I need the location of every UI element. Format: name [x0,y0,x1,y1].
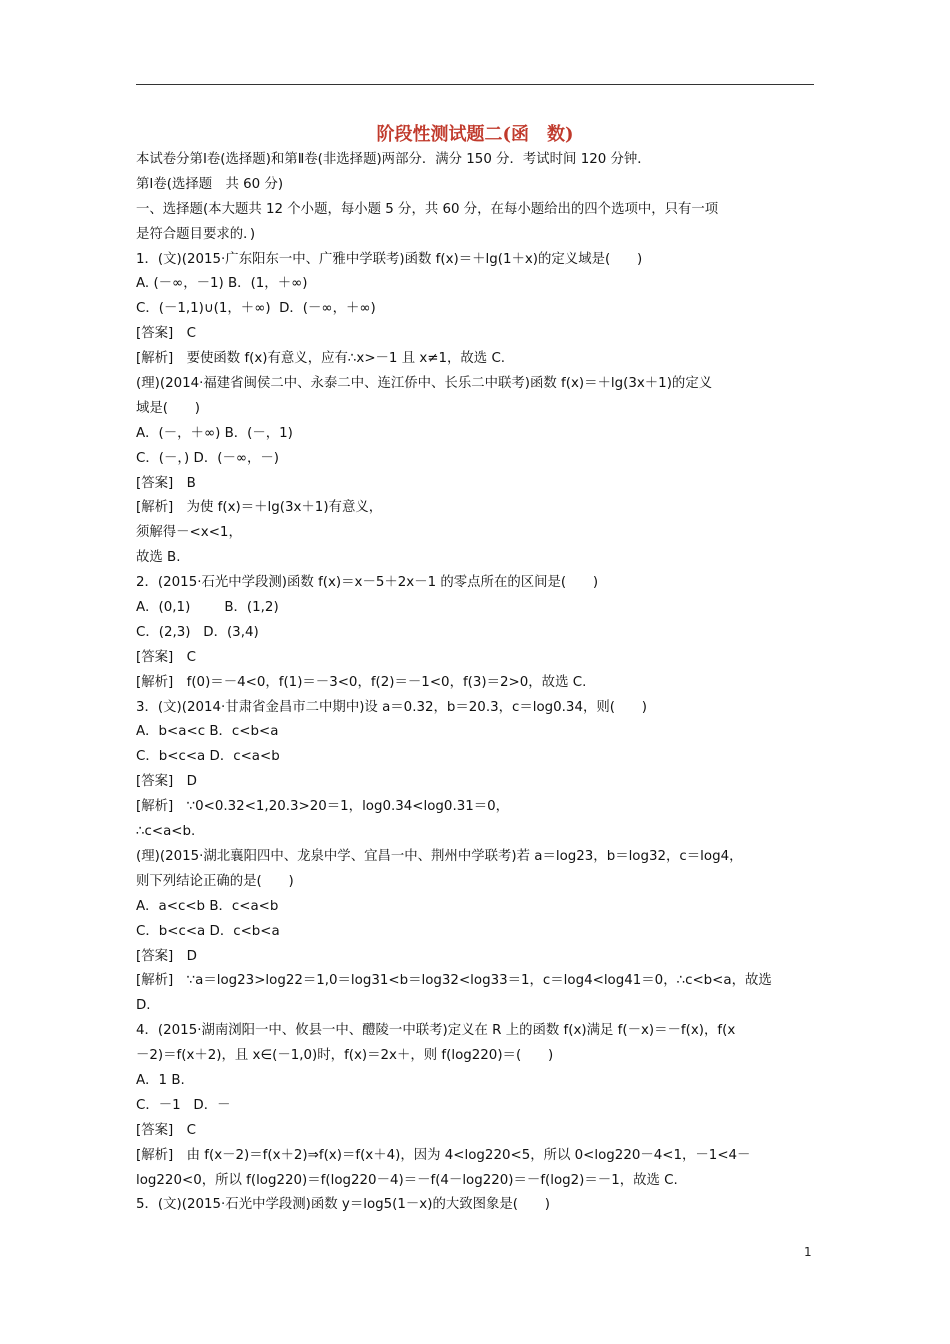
text-line: [答案] C [136,649,196,665]
text-line: A．(0,1) B．(1,2) [136,600,279,616]
page-title: 阶段性测试题二(函 数) [376,124,574,145]
text-line: [解析] ∵a＝log23>log22＝1,0＝log31<b＝log32<log33＝1，c＝log4<log41＝0，∴c<b<a，故选 [136,973,772,989]
text-line: C．b<c<a D．c<a<b [136,749,280,765]
text-line: [答案] B [136,475,196,491]
text-line: [解析] f(0)＝－4<0，f(1)＝－3<0，f(2)＝－1<0，f(3)＝2>0，故选 C. [136,674,587,690]
text-line: log220<0，所以 f(log220)＝f(log220－4)＝－f(4－log220)＝－f(log2)＝－1，故选 C. [136,1172,678,1188]
text-line: 域是( ) [136,400,201,416]
text-line: D. [136,998,151,1014]
header-rule [136,84,814,85]
text-line: [答案] C [136,1122,196,1138]
text-line: 4．(2015·湖南浏阳一中、攸县一中、醴陵一中联考)定义在 R 上的函数 f(x)满足 f(－x)＝－f(x)，f(x [136,1023,736,1039]
text-line: [解析] 要使函数 f(x)有意义，应有∴x>－1 且 x≠1，故选 C. [136,351,506,367]
text-line: A．a<c<b B．c<a<b [136,898,279,914]
text-line: [解析] 由 f(x－2)＝f(x＋2)⇒f(x)＝f(x＋4)，因为 4<log220<5，所以 0<log220－4<1，－1<4－ [136,1147,751,1163]
text-line: C．b<c<a D．c<b<a [136,923,280,939]
text-line: A．b<a<c B．c<b<a [136,724,279,740]
text-line: 须解得－<x<1， [136,525,242,541]
text-line: [答案] D [136,948,197,964]
text-line: 是符合题目要求的．) [136,226,256,242]
text-line: 一、选择题(本大题共 12 个小题，每小题 5 分，共 60 分，在每小题给出的四个选项中，只有一项 [136,201,719,217]
text-line: A. (－∞，－1) B．(1，＋∞) [136,276,308,292]
text-line: 1．(文)(2015·广东阳东一中、广雅中学联考)函数 f(x)＝＋lg(1＋x)的定义域是( ) [136,251,643,267]
text-line: A．(－，＋∞) B．(－，1) [136,425,293,441]
text-line: (理)(2015·湖北襄阳四中、龙泉中学、宜昌一中、荆州中学联考)若 a＝log23，b＝log32，c＝log4， [136,848,743,864]
text-line: C．(－1,1)∪(1，＋∞) D．(－∞，＋∞) [136,301,376,317]
text-line: ∴c<a<b. [136,824,196,840]
text-line: 第Ⅰ卷(选择题 共 60 分) [136,176,284,192]
text-line: [解析] 为使 f(x)＝＋lg(3x＋1)有意义， [136,500,383,516]
text-line: C．－1 D．－ [136,1097,231,1113]
text-line: 5．(文)(2015·石光中学段测)函数 y＝log5(1－x)的大致图象是( ) [136,1197,551,1213]
text-line: A．1 B. [136,1072,185,1088]
text-line: 本试卷分第Ⅰ卷(选择题)和第Ⅱ卷(非选择题)两部分．满分 150 分．考试时间 120 分钟． [136,152,651,167]
text-line: －2)＝f(x＋2)，且 x∈(－1,0)时，f(x)＝2x＋，则 f(log220)＝( ) [136,1048,554,1064]
text-line: 故选 B. [136,550,181,566]
text-line: 2．(2015·石光中学段测)函数 f(x)＝x－5＋2x－1 的零点所在的区间是( ) [136,575,599,591]
text-line: (理)(2014·福建省闽侯二中、永泰二中、连江侨中、长乐二中联考)函数 f(x)＝＋lg(3x＋1)的定义 [136,376,713,392]
text-line: 3．(文)(2014·甘肃省金昌市二中期中)设 a＝0.32，b＝20.3，c＝log0.34，则( ) [136,699,647,715]
page-number: 1 [804,1245,812,1259]
text-line: [答案] C [136,326,196,342]
document-body [136,148,816,1218]
text-line: 则下列结论正确的是( ) [136,873,294,889]
text-line: [答案] D [136,774,197,790]
text-line: [解析] ∵0<0.32<1,20.3>20＝1，log0.34<log0.31＝0， [136,799,510,815]
text-line: C．(－，) D．(－∞，－) [136,450,280,466]
text-line: C．(2,3) D．(3,4) [136,624,259,640]
